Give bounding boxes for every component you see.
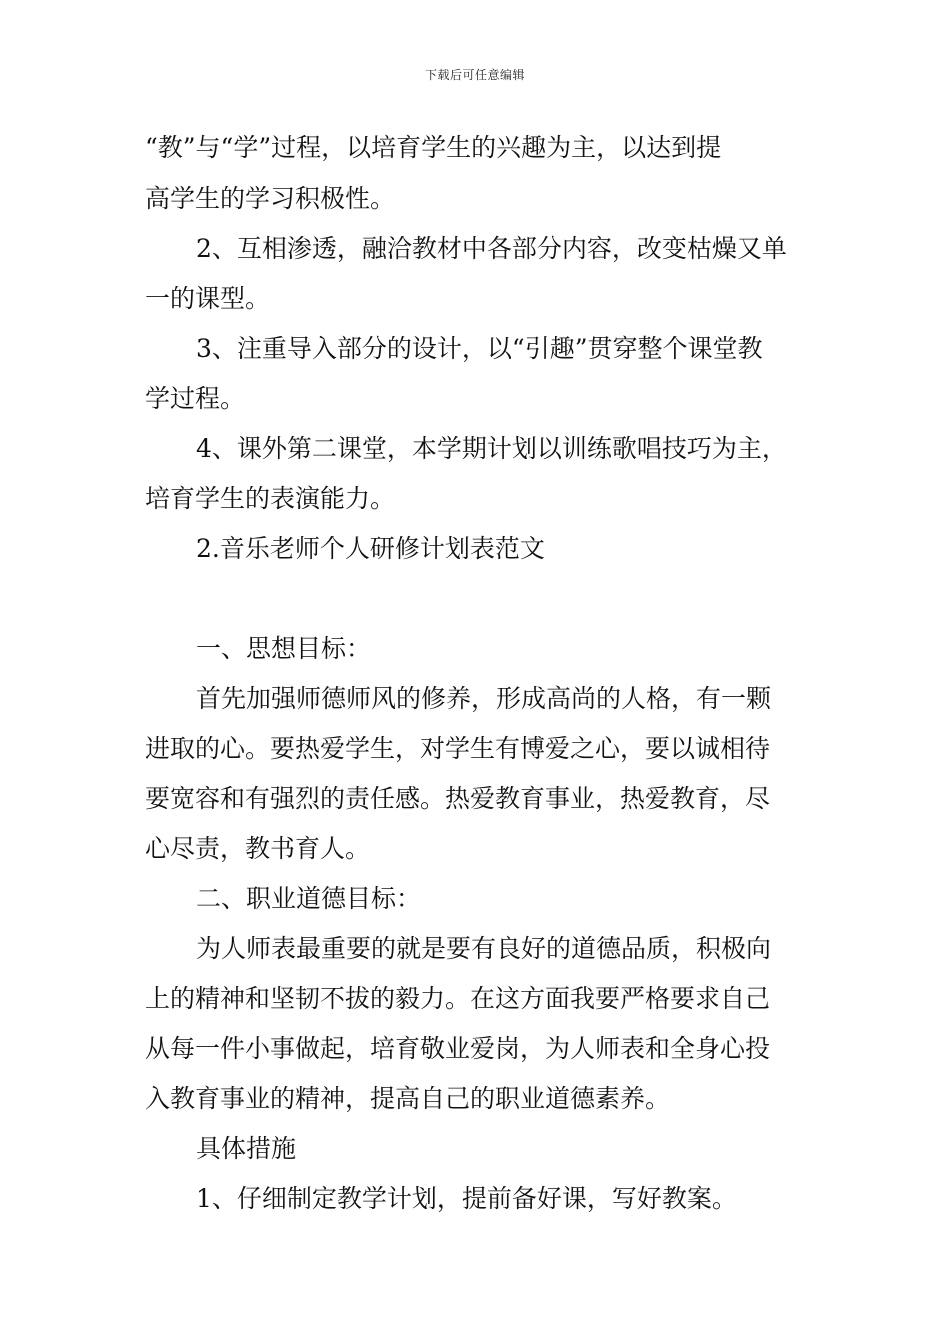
heading-thought-goal: 一、思想目标：	[196, 634, 372, 663]
list-item-3: 3、注重导入部分的设计，以“引趣”贯穿整个课堂教	[196, 334, 763, 363]
paragraph-line: 为人师表最重要的就是要有良好的道德品质，积极向	[196, 934, 772, 963]
paragraph-line: 学过程。	[145, 384, 246, 413]
paragraph-line: 一的课型。	[145, 284, 271, 313]
paragraph-line: “教”与“学”过程，以培育学生的兴趣为主，以达到提	[145, 133, 722, 162]
page-header: 下载后可任意编辑	[424, 68, 525, 82]
list-item-2: 2、互相渗透，融洽教材中各部分内容，改变枯燥又单	[196, 234, 787, 263]
paragraph-line: 入教育事业的精神，提高自己的职业道德素养。	[145, 1084, 671, 1113]
paragraph-line: 高学生的学习积极性。	[145, 184, 396, 213]
paragraph-line: 培育学生的表演能力。	[145, 484, 396, 513]
paragraph-line: 首先加强师德师风的修养，形成高尚的人格，有一颗	[196, 684, 772, 713]
paragraph-line: 心尽责，教书育人。	[145, 834, 371, 863]
list-item-1: 1、仔细制定教学计划，提前备好课，写好教案。	[196, 1184, 737, 1213]
paragraph-line: 从每一件小事做起，培育敬业爱岗，为人师表和全身心投	[145, 1034, 771, 1063]
section-title: 2.音乐老师个人研修计划表范文	[196, 534, 545, 563]
paragraph-line: 进取的心。要热爱学生，对学生有博爱之心，要以诚相待	[145, 734, 771, 763]
list-item-4: 4、课外第二课堂，本学期计划以训练歌唱技巧为主，	[196, 434, 787, 463]
heading-measures: 具体措施	[196, 1134, 297, 1163]
paragraph-line: 上的精神和坚韧不拔的毅力。在这方面我要严格要求自己	[145, 984, 771, 1013]
paragraph-line: 要宽容和有强烈的责任感。热爱教育事业，热爱教育，尽	[145, 784, 771, 813]
heading-ethics-goal: 二、职业道德目标：	[196, 884, 422, 913]
